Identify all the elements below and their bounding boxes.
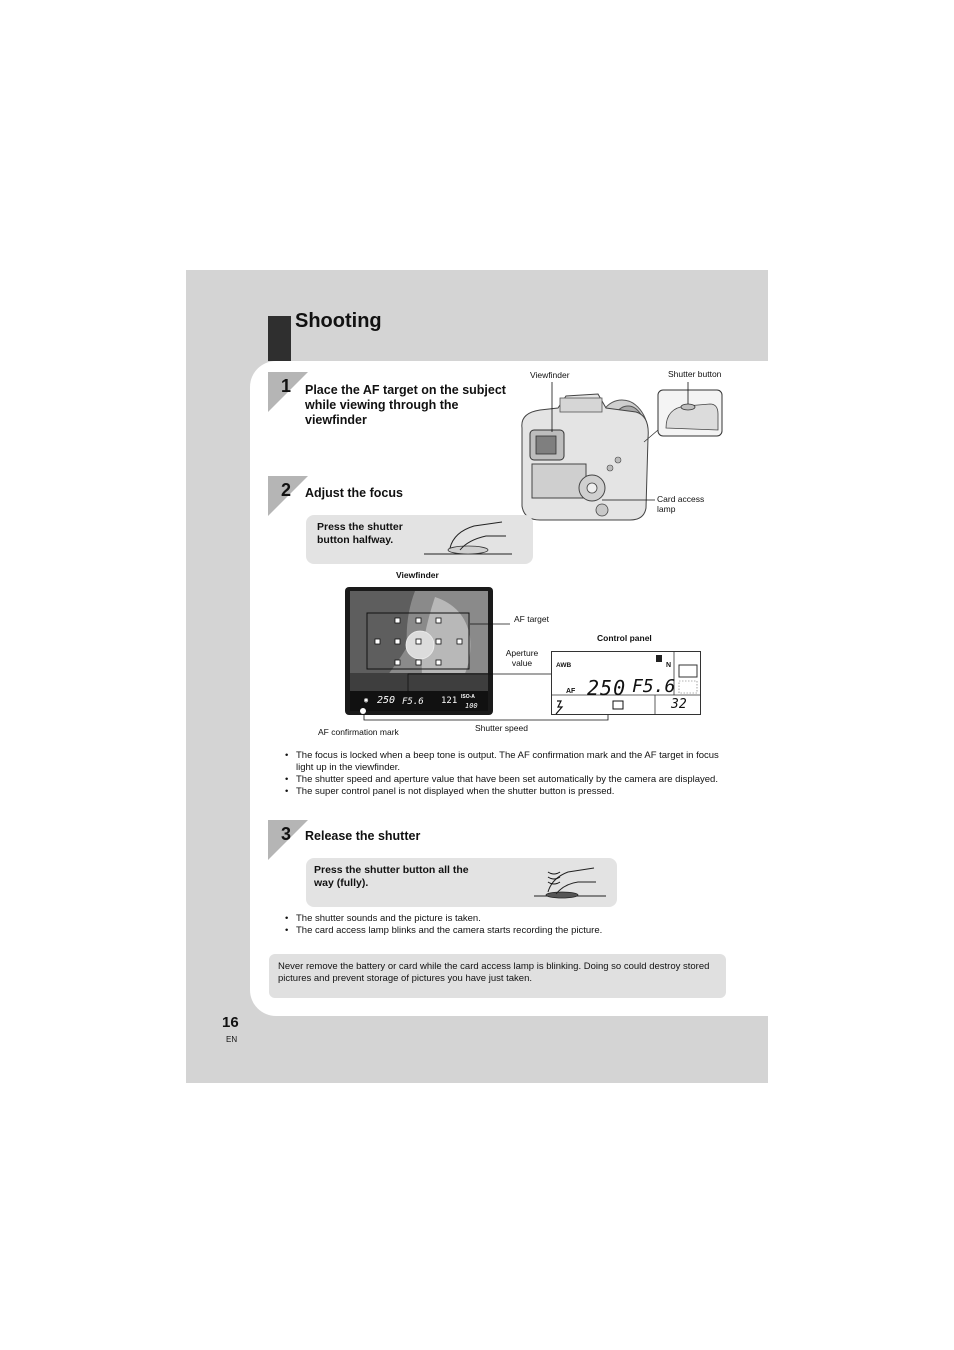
list-item: • The super control panel is not displayed when the shutter button is pressed.	[285, 786, 727, 798]
list-item: • The shutter sounds and the picture is taken.	[285, 913, 727, 925]
list-item: • The focus is locked when a beep tone is output. The AF confirmation mark and the AF target in focus light up in the viewfinder.	[285, 750, 727, 774]
page-title: Shooting	[295, 310, 382, 332]
step-2-notes	[285, 750, 727, 798]
shutter-button-label: Shutter button	[668, 369, 722, 379]
control-panel-count: 32	[671, 697, 687, 712]
list-item: • The card access lamp blinks and the camera starts recording the picture.	[285, 925, 727, 937]
step-3-number: 3	[281, 824, 292, 844]
control-panel-n: N	[666, 662, 672, 669]
viewfinder-iso-label: ISO-A	[461, 694, 475, 700]
step-1-number: 1	[281, 376, 292, 396]
viewfinder-aperture-readout: F5.6	[402, 697, 424, 707]
step-3-instruction: Press the shutter button all the way (fully).	[314, 864, 469, 889]
viewfinder-figure-title: Viewfinder	[396, 570, 439, 580]
af-confirmation-mark-label: AF confirmation mark	[318, 727, 399, 737]
step-2-number: 2	[281, 480, 292, 500]
step-3-heading: Release the shutter	[305, 829, 421, 843]
caution-note-text: Never remove the battery or card while the card access lamp is blinking. Doing so could destroy stored pictures and prevent storage of pictures you have just taken.	[278, 961, 710, 984]
af-confirmation-icon: ◉	[364, 696, 369, 704]
viewfinder-label: Viewfinder	[530, 370, 570, 380]
list-item: • The shutter speed and aperture value that have been set automatically by the camera are displayed.	[285, 774, 727, 786]
control-panel-af: AF	[566, 688, 576, 695]
page-language: EN	[226, 1035, 238, 1044]
control-panel-shutter: 250	[587, 676, 627, 700]
viewfinder-iso-value: 100	[465, 702, 478, 710]
finger-full-press-icon	[530, 860, 610, 904]
viewfinder-count-readout: 121	[441, 696, 458, 706]
shutter-speed-label: Shutter speed	[475, 723, 528, 733]
title-marker	[268, 316, 291, 361]
aperture-value-label: Aperture value	[505, 648, 539, 668]
control-panel-title: Control panel	[597, 633, 652, 643]
step-2-heading: Adjust the focus	[305, 486, 403, 500]
control-panel-aperture: F5.6	[632, 676, 676, 697]
card-access-lamp-label: Card access lamp	[657, 494, 705, 514]
page-number: 16	[222, 1014, 239, 1031]
step-2-instruction: Press the shutter button halfway.	[317, 521, 403, 546]
step-1-heading: Place the AF target on the subject while viewing through the viewfinder	[305, 383, 506, 427]
finger-half-press-icon	[420, 518, 520, 560]
af-target-label: AF target	[514, 614, 549, 624]
viewfinder-shutter-readout: 250	[377, 695, 396, 706]
step-3-notes	[285, 913, 727, 937]
control-panel-awb: AWB	[556, 662, 572, 669]
